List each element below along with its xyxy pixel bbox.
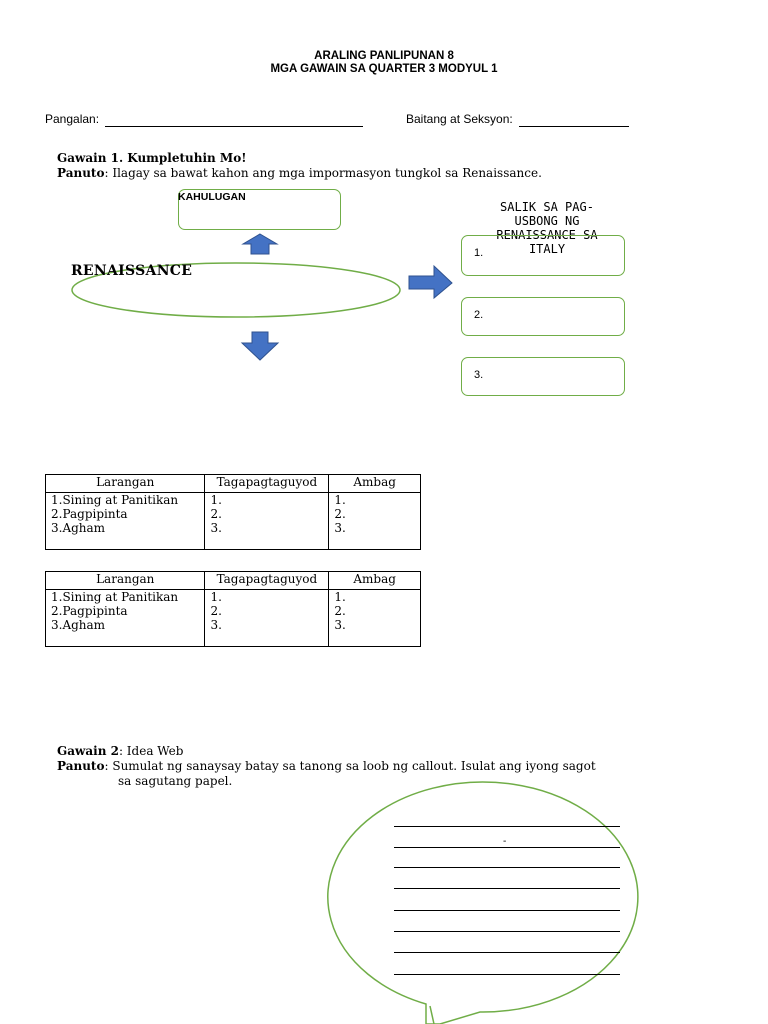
list-item: 1.: [334, 493, 346, 507]
list-item: 3.: [334, 521, 346, 535]
section-label: Baitang at Seksyon:: [406, 112, 513, 126]
list-item: 2.: [334, 507, 346, 521]
ambag-cell[interactable]: [329, 493, 421, 550]
salik-item-2: 2.: [474, 309, 484, 321]
table-header-row: [46, 572, 421, 590]
instruction-label: Panuto: [57, 166, 105, 180]
list-item: 3.Agham: [51, 618, 106, 632]
header-tagapagtaguyod: Tagapagtaguyod: [205, 475, 329, 493]
list-item: 1.: [210, 590, 222, 604]
activity2-instruction: [57, 759, 596, 773]
activity1-title: Gawain 1. Kumpletuhin Mo!: [57, 151, 247, 165]
answer-line[interactable]: [394, 888, 620, 889]
down-arrow-icon: [242, 332, 278, 360]
kahulugan-label: KAHULUGAN: [178, 191, 246, 203]
list-item: 3.: [334, 618, 346, 632]
salik-title-line: USBONG NG: [514, 214, 580, 228]
tagapagtaguyod-cell[interactable]: [205, 590, 329, 647]
list-item: 1.Sining at Panitikan: [51, 493, 179, 507]
list-item: 3.: [210, 521, 222, 535]
larangan-table-2: [45, 571, 421, 647]
list-item: 2.Pagpipinta: [51, 507, 128, 521]
table-row: [46, 590, 421, 647]
instruction-label: Panuto: [57, 759, 105, 773]
ambag-cell[interactable]: [329, 590, 421, 647]
callout-tail: [430, 1006, 434, 1024]
answer-line[interactable]: [394, 826, 620, 827]
worksheet-title: ARALING PANLIPUNAN 8: [314, 50, 454, 62]
name-label: Pangalan:: [45, 112, 100, 126]
list-item: 3.: [210, 618, 222, 632]
answer-line[interactable]: [394, 847, 620, 848]
larangan-cell: [46, 493, 205, 550]
activity2-title: Gawain 2: Idea Web: [57, 744, 184, 758]
larangan-cell: [46, 590, 205, 647]
instruction-text: : Sumulat ng sanaysay batay sa tanong sa loob ng callout. Isulat ang iyong sagot: [104, 759, 596, 773]
right-arrow-icon: [409, 266, 452, 298]
table-row: [46, 493, 421, 550]
header-larangan: Larangan: [46, 572, 205, 590]
salik-title-line: SALIK SA PAG-: [500, 200, 594, 214]
instruction-text: : Ilagay sa bawat kahon ang mga impormasyon tungkol sa Renaissance.: [104, 166, 542, 180]
callout-mark: -: [503, 836, 507, 847]
callout-bubble[interactable]: [0, 780, 768, 1024]
answer-line[interactable]: [394, 931, 620, 932]
list-item: 2.: [334, 604, 346, 618]
header-ambag: Ambag: [329, 572, 421, 590]
header-ambag: Ambag: [329, 475, 421, 493]
header-larangan: Larangan: [46, 475, 205, 493]
renaissance-diagram: [0, 0, 768, 420]
up-arrow-icon: [243, 234, 277, 254]
answer-line[interactable]: [394, 952, 620, 953]
list-item: 1.: [210, 493, 222, 507]
list-item: 1.: [334, 590, 346, 604]
activity2-instruction-cont: sa sagutang papel.: [118, 774, 233, 788]
answer-line[interactable]: [394, 974, 620, 975]
list-item: 1.Sining at Panitikan: [51, 590, 179, 604]
answer-line[interactable]: [394, 867, 620, 868]
larangan-table-1: [45, 474, 421, 550]
table-header-row: [46, 475, 421, 493]
salik-item-3: 3.: [474, 369, 484, 381]
salik-item-1: 1.: [474, 247, 484, 259]
callout-outline: [328, 782, 638, 1024]
worksheet-subtitle: MGA GAWAIN SA QUARTER 3 MODYUL 1: [270, 63, 498, 75]
salik-title-line: ITALY: [528, 242, 566, 256]
tagapagtaguyod-cell[interactable]: [205, 493, 329, 550]
header-tagapagtaguyod: Tagapagtaguyod: [205, 572, 329, 590]
list-item: 2.: [210, 604, 222, 618]
renaissance-label: RENAISSANCE: [71, 263, 193, 279]
list-item: 3.Agham: [51, 521, 106, 535]
list-item: 2.: [210, 507, 222, 521]
salik-title-line: RENAISSANCE SA: [496, 228, 598, 242]
answer-line[interactable]: [394, 910, 620, 911]
list-item: 2.Pagpipinta: [51, 604, 128, 618]
